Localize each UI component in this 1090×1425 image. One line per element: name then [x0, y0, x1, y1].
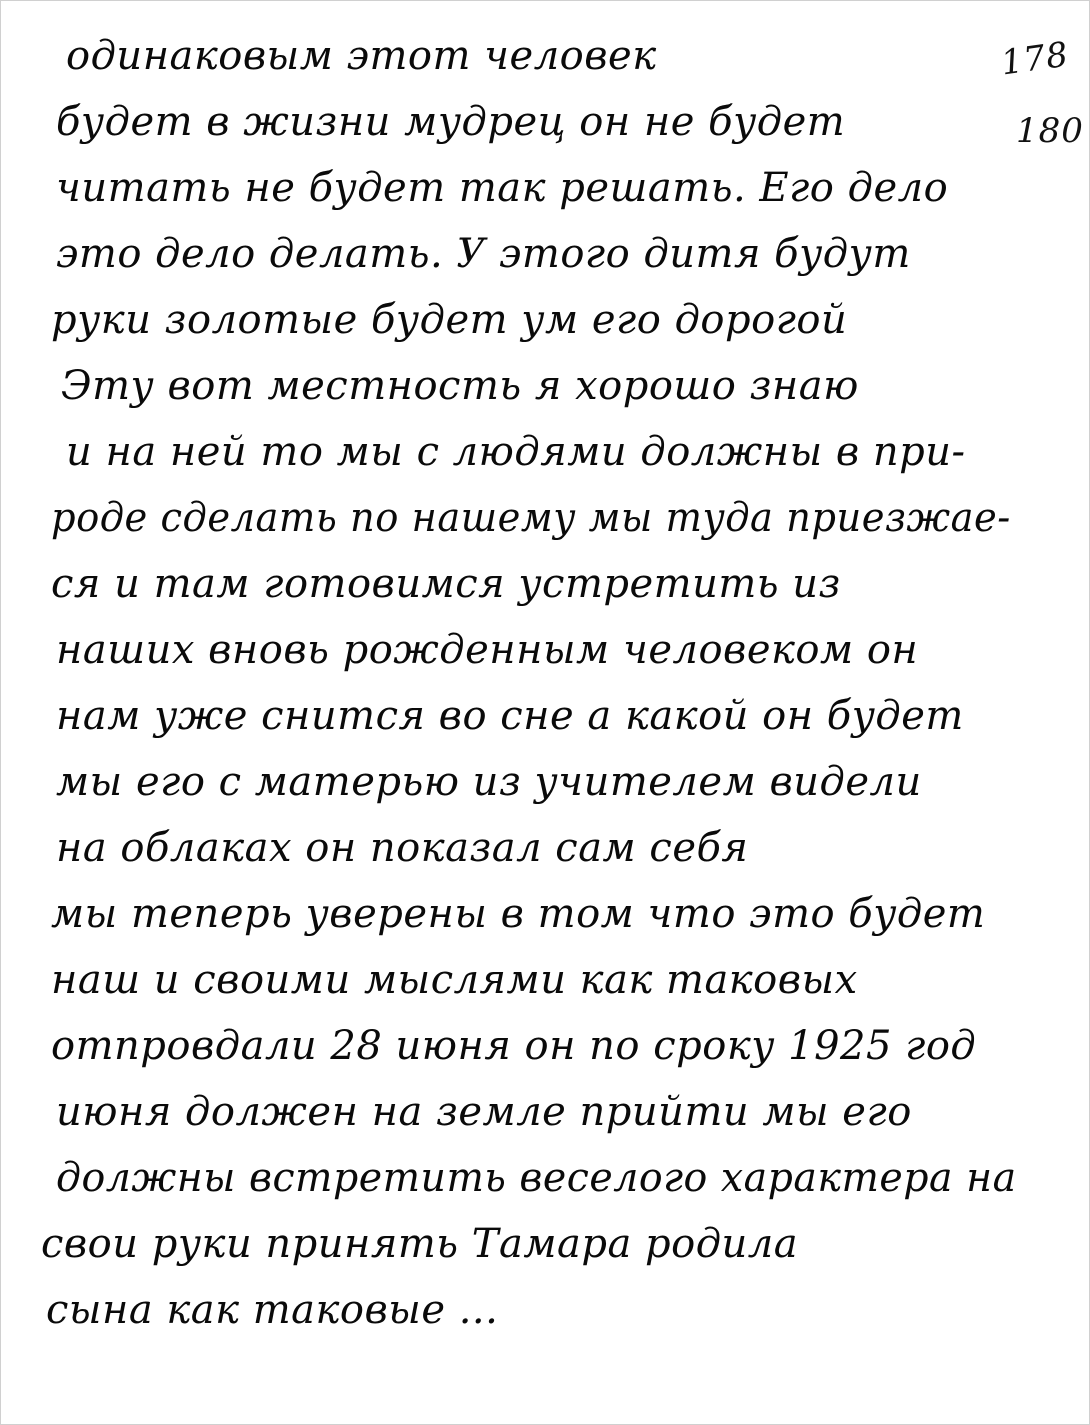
text-line: отпровдали 28 июня он по сроку 1925 год [51, 1023, 977, 1069]
page-number-first: 178 [998, 34, 1072, 84]
text-line: наш и своими мыслями как таковых [51, 957, 858, 1003]
text-line: свои руки принять Тамара родила [41, 1221, 799, 1267]
handwritten-text-block [41, 23, 1017, 1343]
text-line: Эту вот местность я хорошо знаю [61, 363, 859, 409]
page-number-second: 180 [1016, 111, 1084, 151]
text-line: на облаках он показал сам себя [56, 825, 749, 871]
text-line: сына как таковые ... [46, 1287, 499, 1333]
text-line: читать не будет так решать. Его дело [56, 165, 949, 211]
text-line: будет в жизни мудрец он не будет [56, 99, 846, 145]
text-line: наших вновь рожденным человеком он [56, 627, 919, 673]
text-line: должны встретить веселого характера на [56, 1155, 1017, 1201]
text-line: ся и там готовимся устретить из [51, 561, 841, 607]
text-line: мы его с матерью из учителем видели [56, 759, 922, 805]
text-line: роде сделать по нашему мы туда приезжае- [51, 495, 1011, 541]
text-line: руки золотые будет ум его дорогой [51, 297, 848, 343]
text-line: это дело делать. У этого дитя будут [56, 231, 911, 277]
text-line: и на ней то мы с людями должны в при- [66, 429, 966, 475]
text-line: июня должен на земле прийти мы его [56, 1089, 912, 1135]
text-line: нам уже снится во сне а какой он будет [56, 693, 964, 739]
text-line: мы теперь уверены в том что это будет [51, 891, 986, 937]
text-line: одинаковым этот человек [66, 33, 657, 79]
